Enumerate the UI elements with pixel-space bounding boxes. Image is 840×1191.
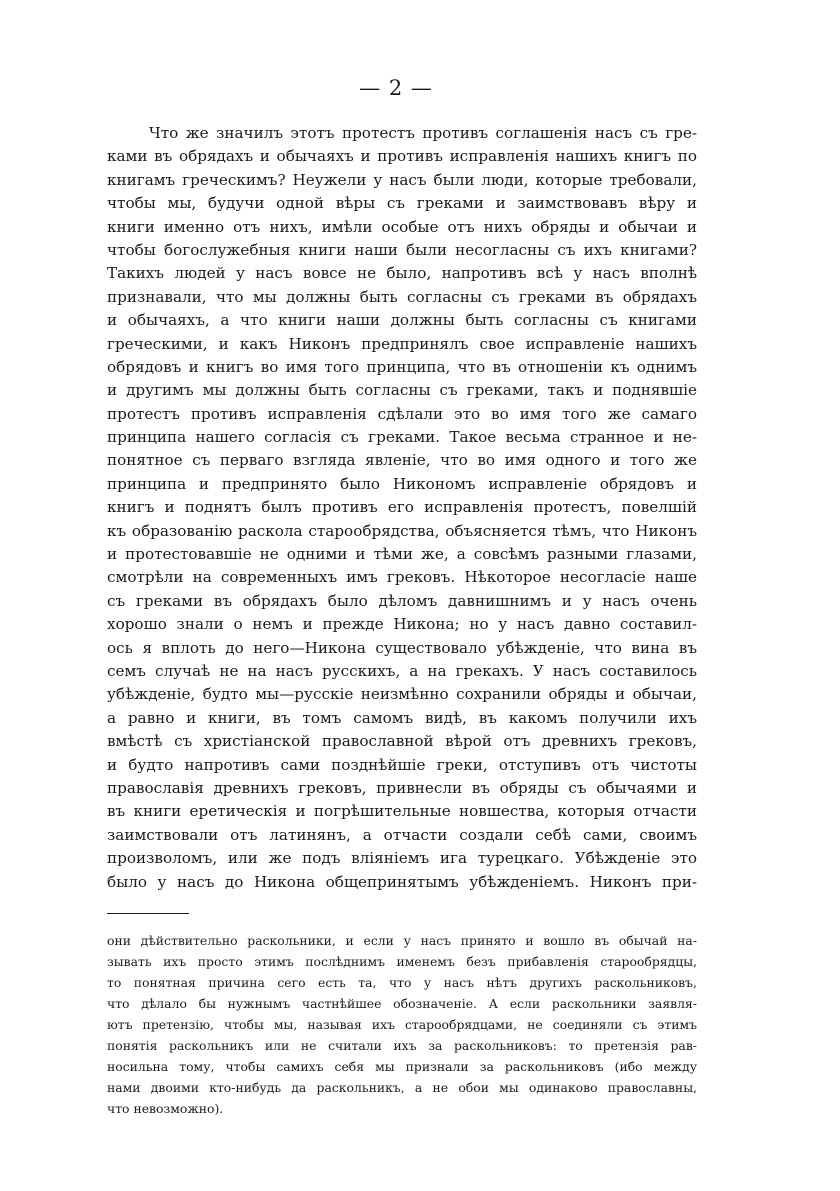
footnote-divider [107,913,189,914]
footnote-line: носильна тому, чтобы самихъ себя мы признали за раскольниковъ (ибо между [107,1059,697,1074]
page-number: — 2 — [359,76,433,100]
footnote-line: что дѣлало бы нужнымъ частнѣйшее обозначеніе. А если раскольники заявля- [107,996,697,1011]
text-line: принципа нашего согласія съ греками. Такое весьма странное и не- [107,428,697,447]
text-line: заимствовали отъ латинянъ, а отчасти создали себѣ сами, своимъ [107,825,697,844]
text-line: семъ случаѣ не на насъ русскихъ, а на грекахъ. У насъ составилось [107,661,697,680]
footnote-line: ютъ претензію, чтобы мы, называя ихъ старообрядцами, не соединяли съ этимъ [107,1017,697,1032]
text-line: въ книги еретическія и погрѣшительные новшества, которыя отчасти [107,802,697,821]
text-line: обрядовъ и книгъ во имя того принципа, что въ отношеніи къ однимъ [107,357,697,376]
text-line: и обычаяхъ, а что книги наши должны быть согласны съ книгами [107,311,697,330]
text-line: ками въ обрядахъ и обычаяхъ и противъ исправленія нашихъ книгъ по [107,147,697,166]
text-line: понятное съ перваго взгляда явленіе, что во имя одного и того же [107,451,697,470]
text-line: ось я вплоть до него—Никона существовало убѣжденіе, что вина въ [107,638,697,657]
main-text [107,122,697,894]
footnote-line: что невозможно). [107,1101,224,1116]
text-line: хорошо знали о немъ и прежде Никона; но у насъ давно составил- [107,615,697,634]
text-line: и будто напротивъ сами позднѣйшіе греки, отступивъ отъ чистоты [107,755,697,774]
text-line: съ греками въ обрядахъ было дѣломъ давнишнимъ и у насъ очень [107,591,697,610]
text-line: чтобы богослужебныя книги наши были несогласны съ ихъ книгами? [107,240,697,259]
text-line: произволомъ, или же подъ вліяніемъ ига турецкаго. Убѣжденіе это [107,849,697,868]
text-line: книгъ и поднятъ былъ противъ его исправленія протестъ, повелшій [107,498,697,517]
text-line: чтобы мы, будучи одной вѣры съ греками и заимствовавъ вѣру и [107,194,697,213]
footnote-line: понятія раскольникъ или не считали ихъ за раскольниковъ: то претензія рав- [107,1038,697,1053]
text-line: Такихъ людей у насъ вовсе не было, напротивъ всѣ у насъ вполнѣ [107,264,697,283]
text-line: книги именно отъ нихъ, имѣли особые отъ нихъ обряды и обычаи и [107,217,697,236]
footnote-line: нами двоими кто-нибудь да раскольникъ, а не обои мы одинаково православны, [107,1080,697,1095]
text-line: смотрѣли на современныхъ имъ грековъ. Нѣкоторое несогласіе наше [107,568,697,587]
text-line: принципа и предпринято было Никономъ исправленіе обрядовъ и [107,474,697,493]
text-line: вмѣстѣ съ христіанской православной вѣрой отъ древнихъ грековъ, [107,732,697,751]
footnote-line: то понятная причина сего есть та, что у насъ нѣтъ другихъ раскольниковъ, [107,975,697,990]
text-line: православія древнихъ грековъ, привнесли въ обряды съ обычаями и [107,778,697,797]
text-line: а равно и книги, въ томъ самомъ видѣ, въ какомъ получили ихъ [107,708,697,727]
text-line: и протестовавшіе не одними и тѣми же, а совсѣмъ разными глазами, [107,545,697,564]
text-line: греческими, и какъ Никонъ предпринялъ свое исправленіе нашихъ [107,334,697,353]
text-line: протестъ противъ исправленія сдѣлали это во имя того же самаго [107,404,697,423]
footnote [107,930,697,1119]
text-line: признавали, что мы должны быть согласны съ греками въ обрядахъ [107,287,697,306]
footnote-line: они дѣйствительно раскольники, и если у насъ принято и вошло въ обычай на- [107,933,697,948]
text-line: убѣжденіе, будто мы—русскіе неизмѣнно сохранили обряды и обычаи, [107,685,697,704]
text-line: было у насъ до Никона общепринятымъ убѣжденіемъ. Никонъ при- [107,872,697,891]
text-line: Что же значилъ этотъ протестъ противъ соглашенія насъ съ гре- [149,124,697,142]
text-line: къ образованію раскола старообрядства, объясняется тѣмъ, что Никонъ [107,521,697,540]
text-line: книгамъ греческимъ? Неужели у насъ были люди, которые требовали, [107,170,697,189]
footnote-line: зывать ихъ просто этимъ послѣднимъ именемъ безъ прибавленія старообрядцы, [107,954,697,969]
text-line: и другимъ мы должны быть согласны съ греками, такъ и поднявшіе [107,381,697,400]
